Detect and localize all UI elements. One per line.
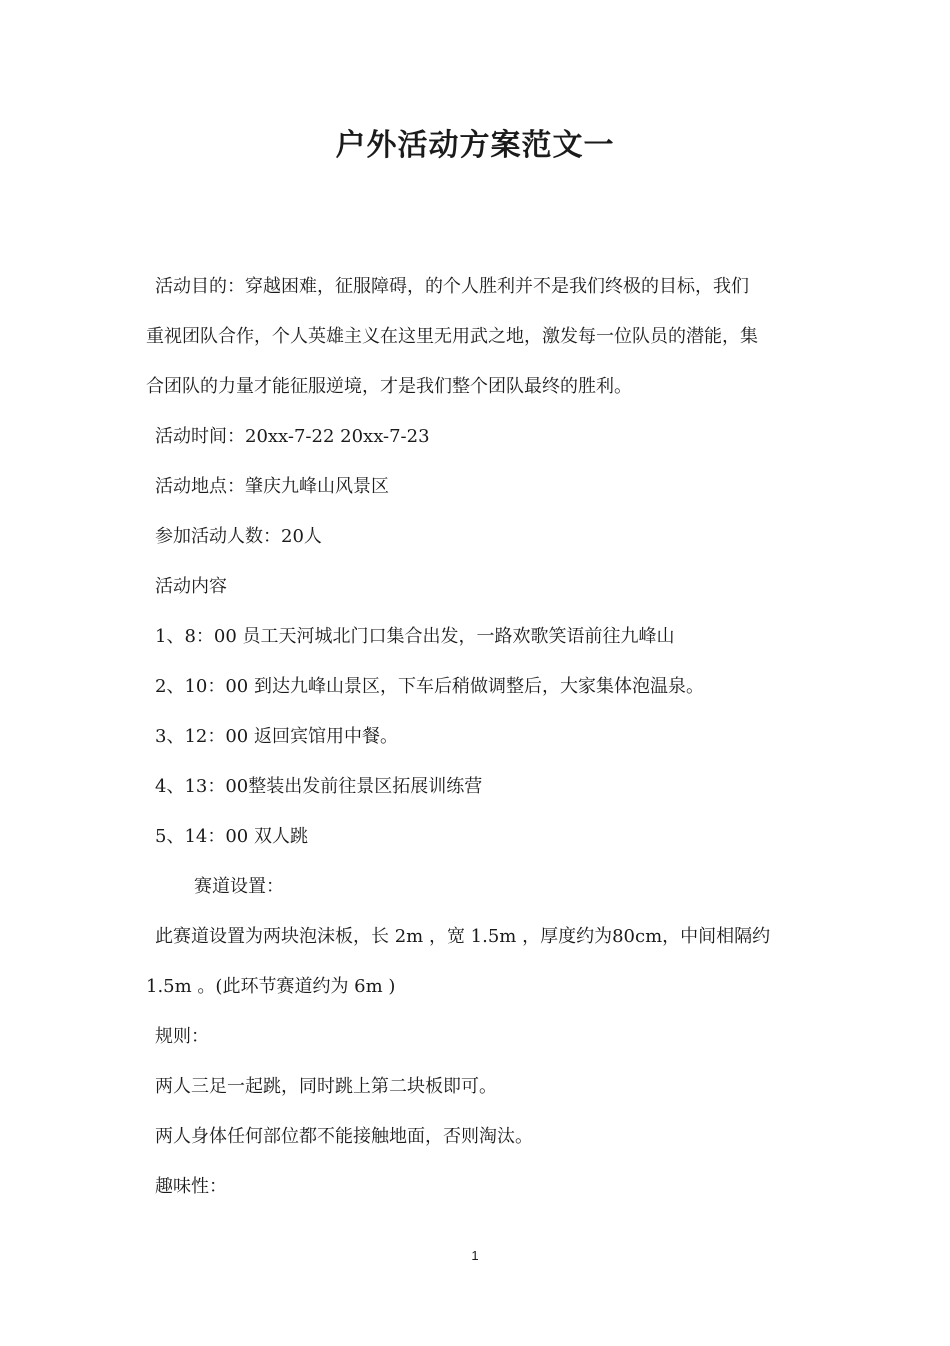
paragraph-line: 参加活动人数：20人 xyxy=(155,526,322,547)
page-number: 1 xyxy=(471,1248,479,1263)
paragraph-line: 此赛道设置为两块泡沫板，长 2m ，宽 1.5m ，厚度约为80cm，中间相隔约 xyxy=(155,926,771,947)
subsection-heading: 规则： xyxy=(155,1026,209,1047)
list-item: 1、8：00 员工天河城北门口集合出发，一路欢歌笑语前往九峰山 xyxy=(155,626,675,647)
subsection-heading: 赛道设置： xyxy=(194,876,284,897)
list-item: 4、13：00整装出发前往景区拓展训练营 xyxy=(155,776,483,797)
list-item: 3、12：00 返回宾馆用中餐。 xyxy=(155,726,398,747)
paragraph-line: 1.5m 。(此环节赛道约为 6m ) xyxy=(146,976,396,997)
paragraph-line: 两人三足一起跳，同时跳上第二块板即可。 xyxy=(155,1076,497,1097)
list-item: 2、10：00 到达九峰山景区，下车后稍做调整后，大家集体泡温泉。 xyxy=(155,676,704,697)
section-heading: 活动内容 xyxy=(155,576,227,597)
paragraph-line: 活动目的：穿越困难，征服障碍，的个人胜利并不是我们终极的目标，我们 xyxy=(155,276,749,297)
subsection-heading: 趣味性： xyxy=(155,1176,227,1197)
paragraph-line: 活动时间：20xx-7-22 20xx-7-23 xyxy=(155,426,430,447)
document-title: 户外活动方案范文一 xyxy=(335,128,615,163)
paragraph-line: 活动地点：肇庆九峰山风景区 xyxy=(155,476,389,497)
paragraph-line: 两人身体任何部位都不能接触地面，否则淘汰。 xyxy=(155,1126,533,1147)
list-item: 5、14：00 双人跳 xyxy=(155,826,308,847)
paragraph-line: 合团队的力量才能征服逆境，才是我们整个团队最终的胜利。 xyxy=(146,376,632,397)
paragraph-line: 重视团队合作，个人英雄主义在这里无用武之地，激发每一位队员的潜能，集 xyxy=(146,326,758,347)
